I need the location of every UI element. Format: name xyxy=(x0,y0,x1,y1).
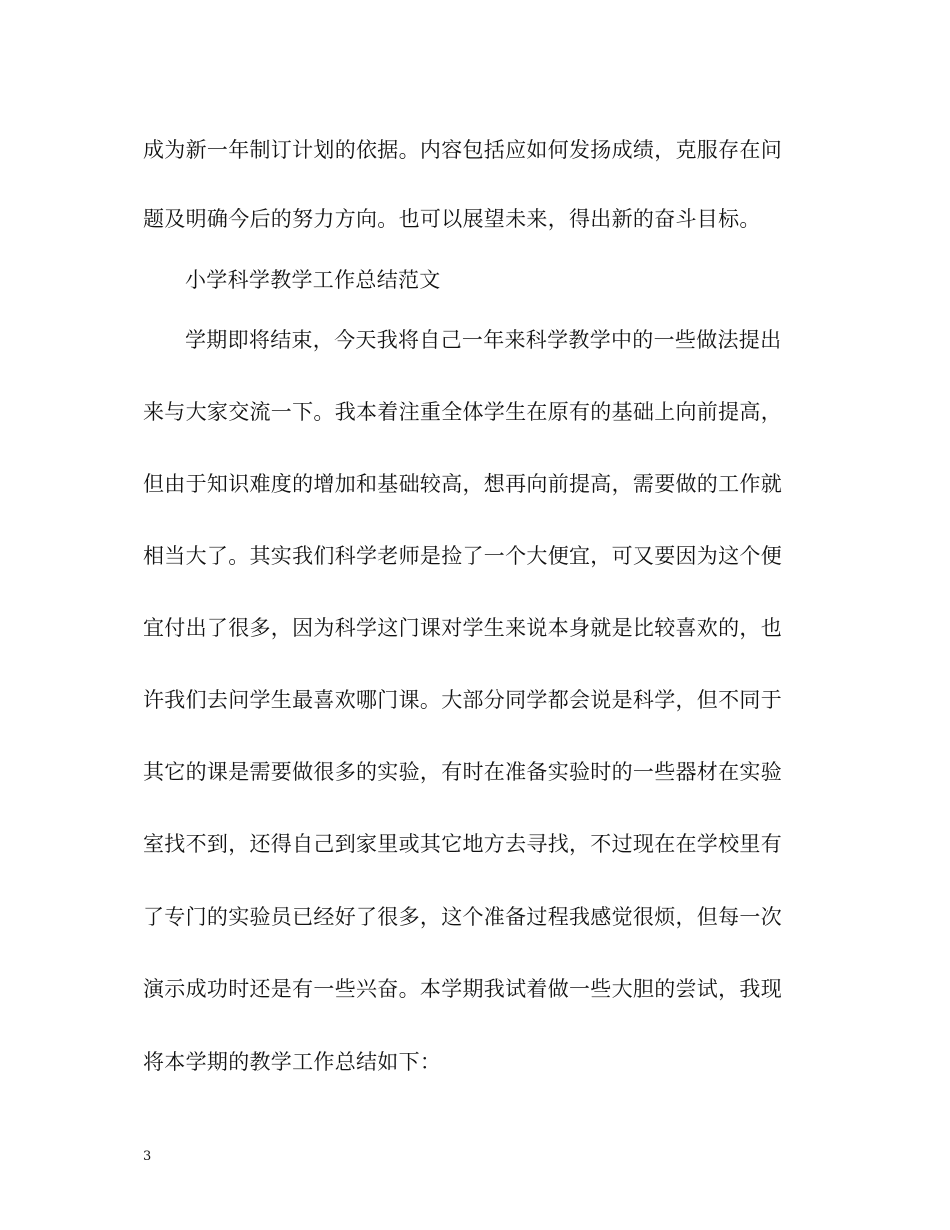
body-line: 了专门的实验员已经好了很多，这个准备过程我感觉很烦，但每一次 xyxy=(143,905,782,929)
body-line: 成为新一年制订计划的依据。内容包括应如何发扬成绩，克服存在问 xyxy=(143,138,782,162)
section-heading: 小学科学教学工作总结范文 xyxy=(185,268,441,292)
body-line: 来与大家交流一下。我本着注重全体学生在原有的基础上向前提高， xyxy=(143,400,782,424)
body-line: 相当大了。其实我们科学老师是捡了一个大便宜，可又要因为这个便 xyxy=(143,544,782,568)
body-line: 题及明确今后的努力方向。也可以展望未来，得出新的奋斗目标。 xyxy=(143,207,761,231)
body-line: 宜付出了很多，因为科学这门课对学生来说本身就是比较喜欢的，也 xyxy=(143,616,782,640)
body-line: 但由于知识难度的增加和基础较高，想再向前提高，需要做的工作就 xyxy=(143,472,782,496)
paragraph-first-line: 学期即将结束，今天我将自己一年来科学教学中的一些做法提出 xyxy=(185,328,782,352)
body-line: 室找不到，还得自己到家里或其它地方去寻找，不过现在在学校里有 xyxy=(143,832,782,856)
body-line: 其它的课是需要做很多的实验，有时在准备实验时的一些器材在实验 xyxy=(143,760,782,784)
body-line: 许我们去问学生最喜欢哪门课。大部分同学都会说是科学，但不同于 xyxy=(143,688,782,712)
body-line: 将本学期的教学工作总结如下： xyxy=(143,1050,442,1074)
body-line: 演示成功时还是有一些兴奋。本学期我试着做一些大胆的尝试，我现 xyxy=(143,977,782,1001)
page-number: 3 xyxy=(143,1149,152,1164)
